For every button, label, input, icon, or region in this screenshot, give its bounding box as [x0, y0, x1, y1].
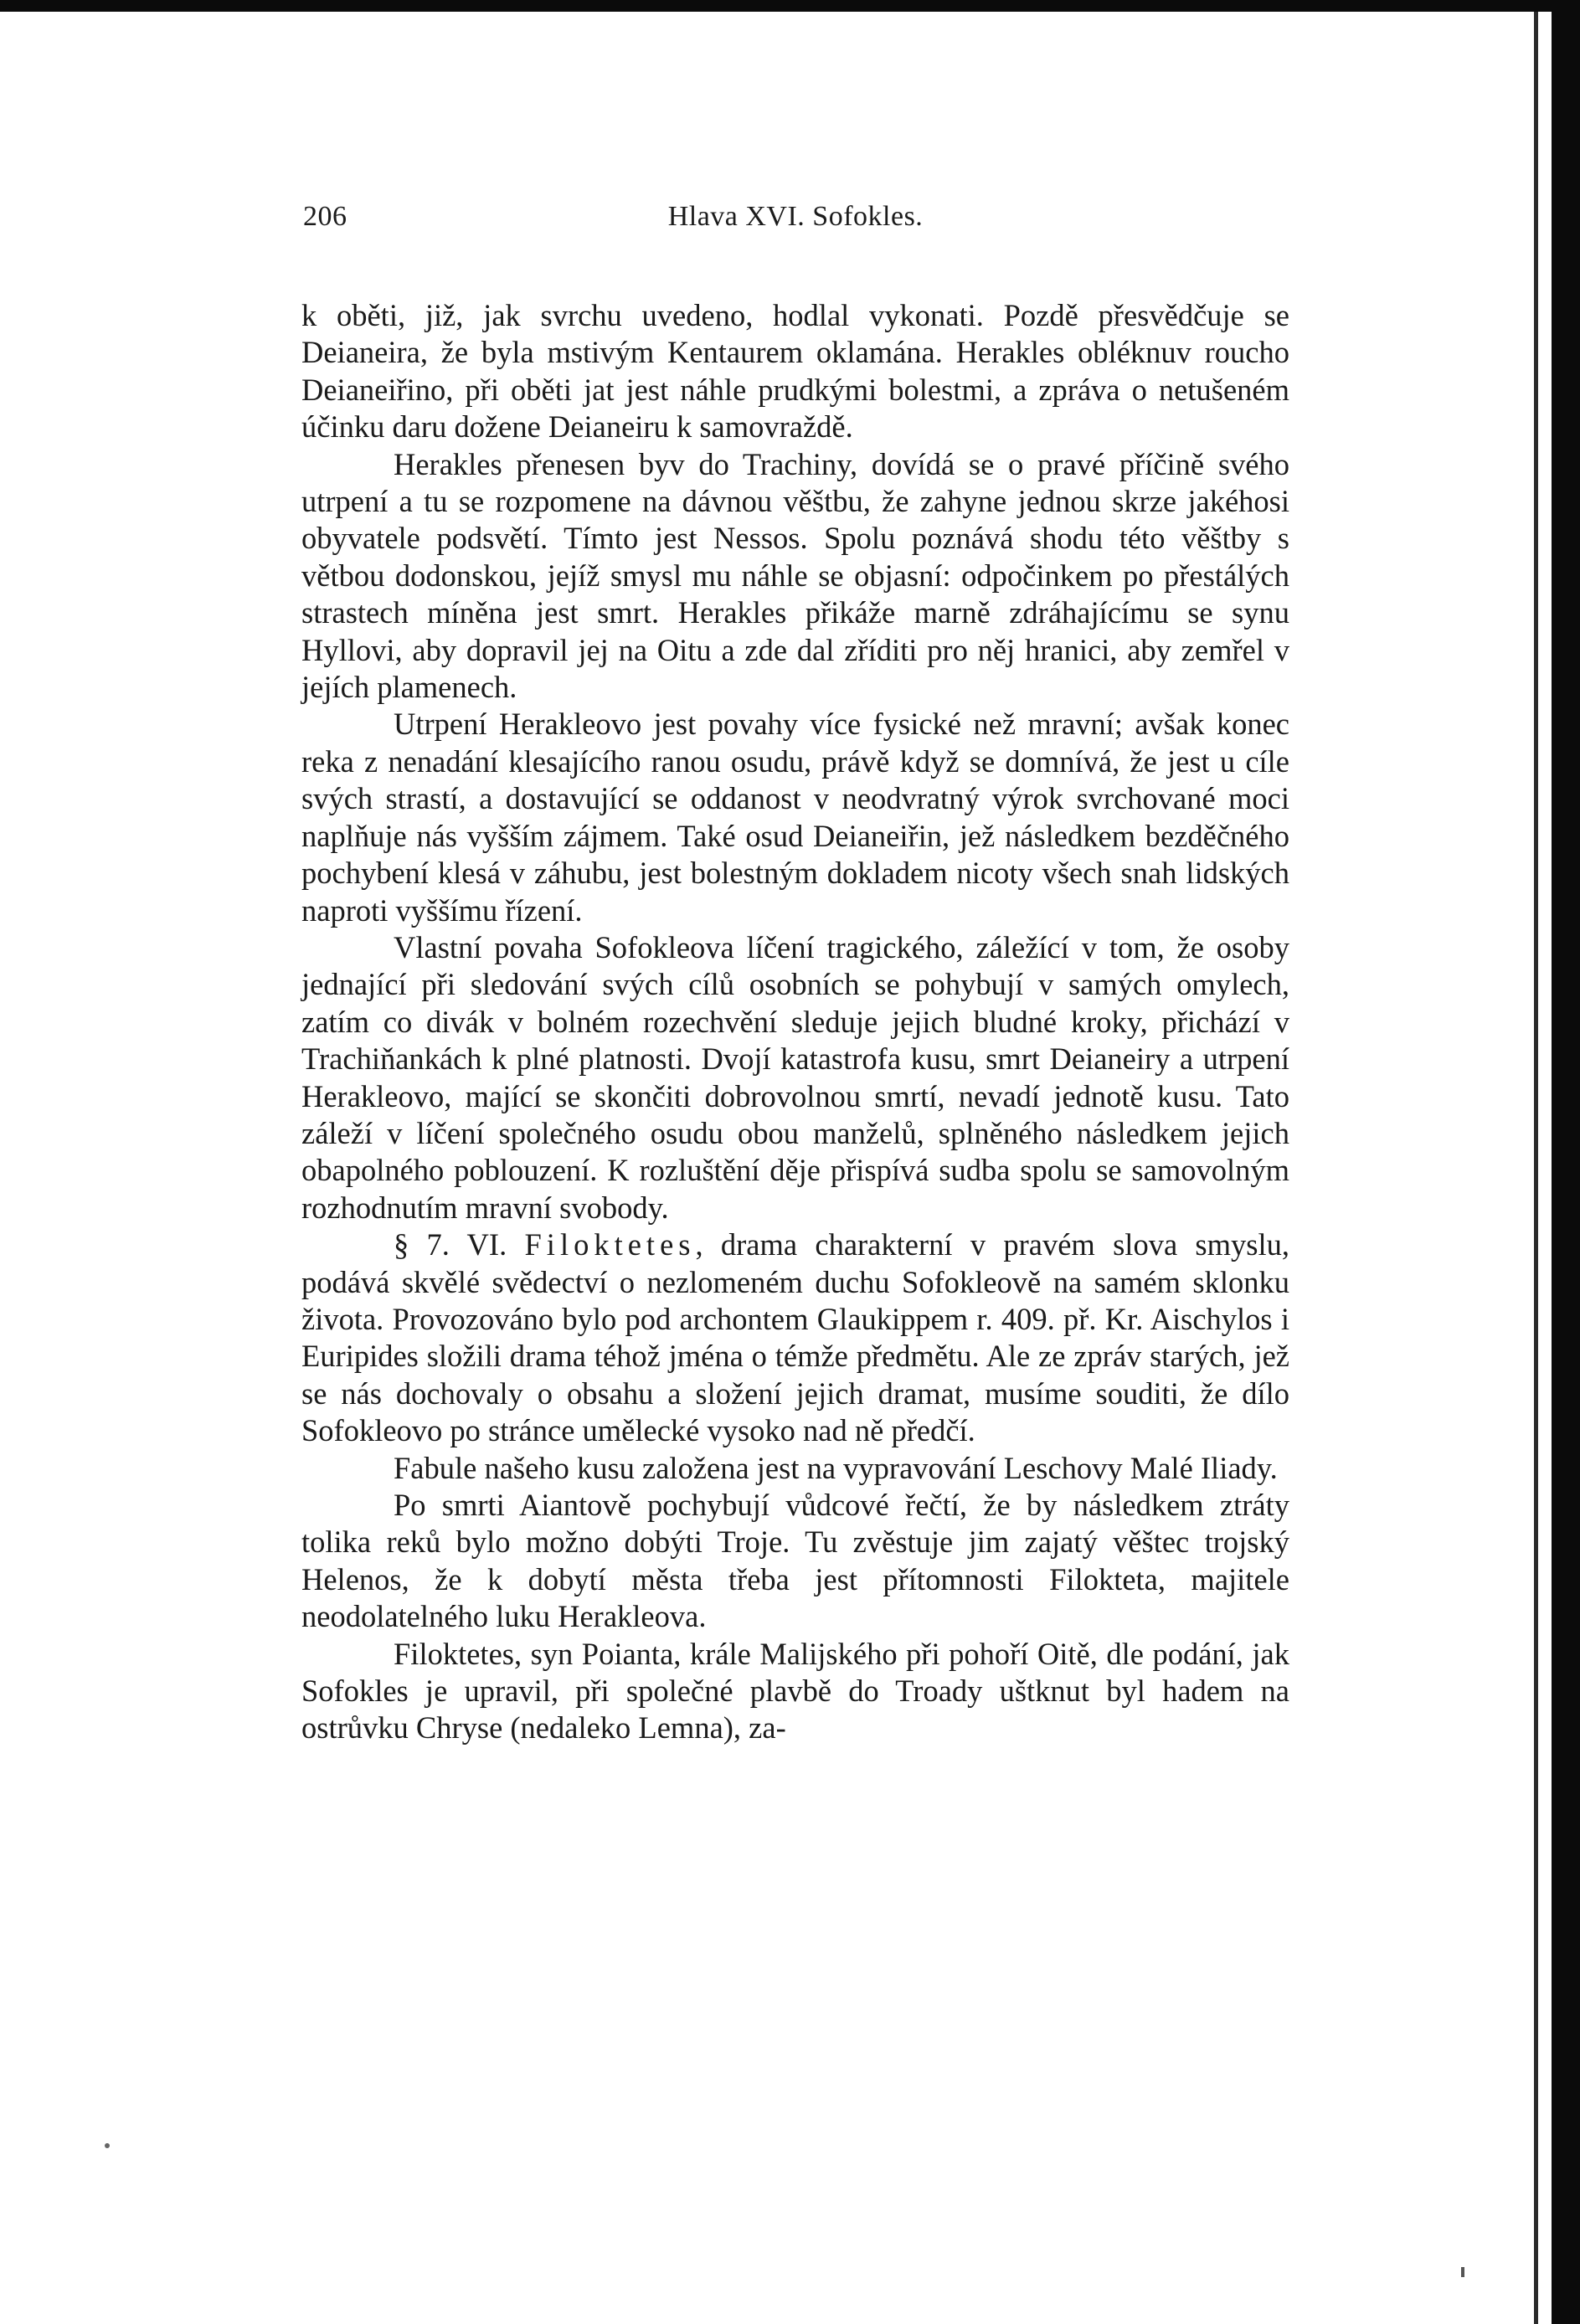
- page-edge-shadow: [1534, 12, 1538, 2324]
- section-paragraph: [301, 1226, 1289, 1449]
- chapter-title: Hlava XVI. Sofokles.: [667, 201, 924, 232]
- paragraph-3: Utrpení Herakleovo jest povahy více fysické než mravní; avšak konec reka z nenadání klesajícího ranou osudu, právě když se domnívá, že jest u cíle svých strastí, a dostavující se oddanost v neodvratný výrok svrchované moci naplňuje nás vyšším zájmem. Také osud Deianeiřin, jež následkem bezděčného pochybení klesá v záhubu, jest bolestným dokladem nicoty všech snah lidských naproti vyššímu řízení.: [301, 707, 1289, 928]
- scan-border-top: [0, 0, 1580, 12]
- paragraph-1: k oběti, již, jak svrchu uvedeno, hodlal vykonati. Pozdě přesvědčuje se Deianeira, že byla mstivým Kentaurem oklamána. Herakles obléknuv roucho Deianeiřino, při oběti jat jest náhle prudkými bolestmi, a zpráva o netušeném účinku daru dožene Deianeiru k samovraždě.: [301, 298, 1289, 445]
- scan-speck: [105, 2143, 110, 2148]
- work-title-spaced: Filoktetes: [524, 1227, 696, 1262]
- section-text: , drama charakterní v pravém slova smyslu, podává skvělé svědectví o nezlomeném duchu Sofokleově na samém sklonku života. Provozováno bylo pod archontem Glaukippem r. 409. př. Kr. Aischylos i Euripides složili drama téhož jména o témže předmětu. Ale ze zpráv starých, jež se nás dochovaly o obsahu a složení jejich dramat, musíme souditi, že dílo Sofokleovo po stránce umělecké vysoko nad ně předčí.: [301, 1227, 1290, 1448]
- paragraph-8: Filoktetes, syn Poianta, krále Malijského při pohoří Oitě, dle podání, jak Sofokles je upravil, při společné plavbě do Troady uštknut byl hadem na ostrůvku Chryse (nedaleko Lemna), za-: [301, 1636, 1289, 1746]
- running-head: [301, 201, 1289, 251]
- section-marker: § 7. VI.: [394, 1227, 507, 1262]
- scan-speck: [1461, 2267, 1464, 2277]
- paragraph-2: Herakles přenesen byv do Trachiny, dovídá se o pravé příčině svého utrpení a tu se rozpomene na dávnou věštbu, že zahyne jednou skrze jakéhosi obyvatele podsvětí. Tímto jest Nessos. Spolu poznává shodu této věštby s větbou dodonskou, jejíž smysl mu náhle se objasní: odpočinkem po přestálých strastech míněna jest smrt. Herakles přikáže marně zdráhajícímu se synu Hyllovi, aby dopravil jej na Oitu a zde dal zříditi pro něj hranici, aby zemřel v jejích plamenech.: [301, 446, 1289, 705]
- paragraph-7: Po smrti Aiantově pochybují vůdcové řečtí, že by následkem ztráty tolika reků bylo možno dobýti Troje. Tu zvěstuje jim zajatý věštec trojský Helenos, že k dobytí města třeba jest přítomnosti Filokteta, majitele neodolatelného luku Herakleova.: [301, 1488, 1289, 1634]
- body-text: [301, 297, 1289, 1747]
- page-number: 206: [303, 201, 347, 232]
- paragraph-6: Fabule našeho kusu založena jest na vypravování Leschovy Malé Iliady.: [394, 1450, 1278, 1485]
- paragraph-4: Vlastní povaha Sofokleova líčení tragického, záležící v tom, že osoby jednající při sledování svých cílů osobních se pohybují v samých omylech, zatím co divák v bolném rozechvění sleduje jejich bludné kroky, přichází v Trachiňankách k plné platnosti. Dvojí katastrofa kusu, smrt Deianeiry a utrpení Herakleovo, mající se skončiti dobrovolnou smrtí, nevadí jednotě kusu. Tato záleží v líčení společného osudu obou manželů, splněného následkem jejich obapolného poblouzení. K rozluštění děje přispívá sudba spolu se samovolným rozhodnutím mravní svobody.: [301, 929, 1289, 1225]
- scan-border-right: [1552, 0, 1580, 2324]
- book-page: [301, 201, 1289, 1747]
